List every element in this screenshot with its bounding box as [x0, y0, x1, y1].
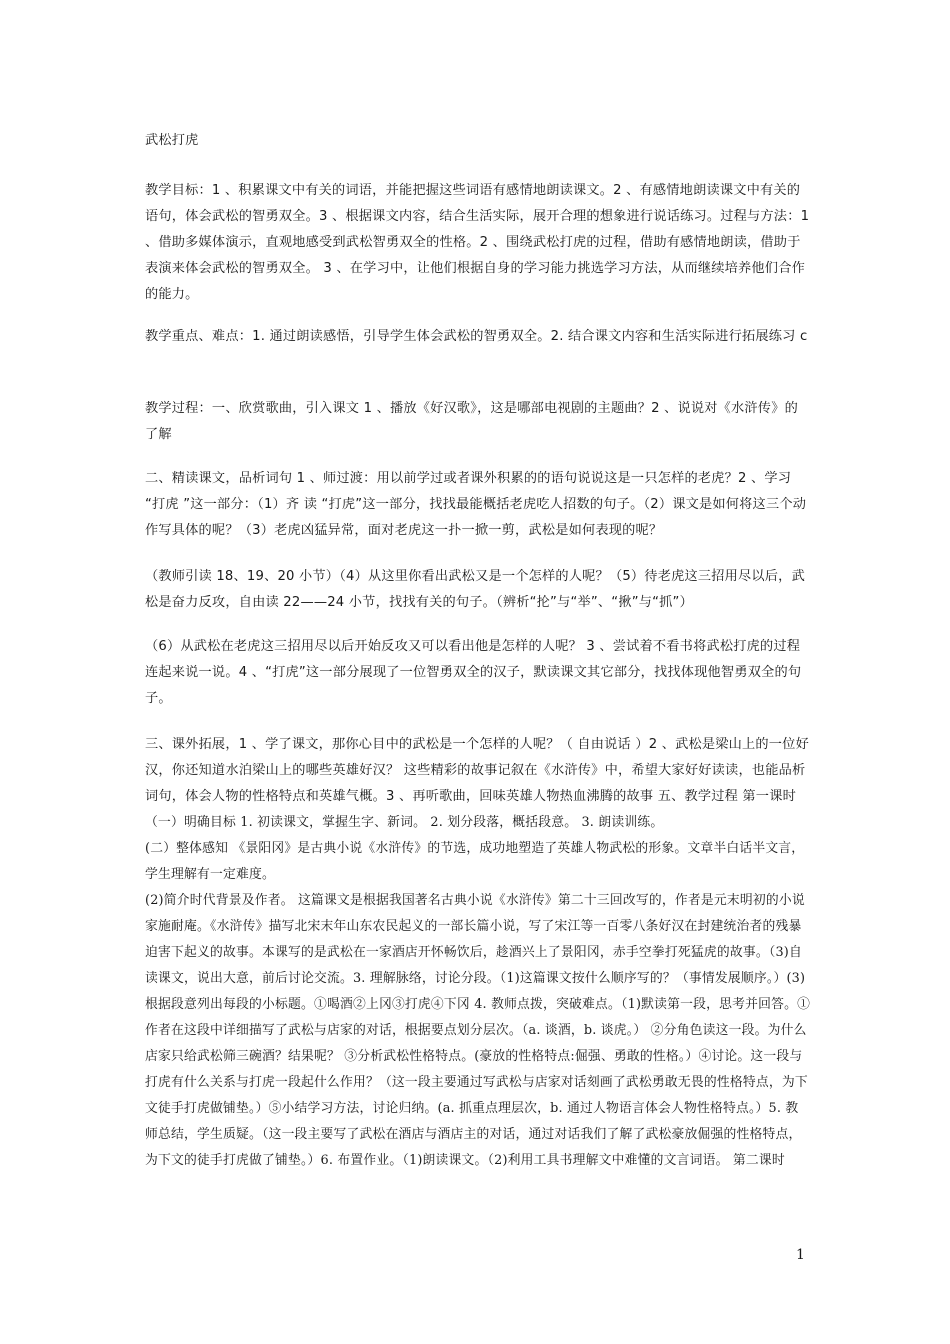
- paragraph-process: 教学过程：一、欣赏歌曲，引入课文 1 、播放《好汉歌》，这是哪部电视剧的主题曲？2 、说说对《水浒传》的了解: [145, 401, 798, 442]
- final-block: [145, 732, 811, 1174]
- paragraph-extension: 三、课外拓展，1 、学了课文，那你心目中的武松是一个怎样的人呢？（ 自由说话 ）2 、武松是梁山上的一位好汉，你还知道水泊梁山上的哪些英雄好汉？ 这些精彩的故事记叙在《水浒传》中，希望大家好好读读，也能品析词句，体会人物的性格特点和英雄气概。3 、再听歌曲，回味英雄人物热血沸腾的故事 五、教学过程 第一课时: [145, 737, 809, 804]
- paragraph-teacher-guided: （教师引读 18、19、20 小节）（4）从这里你看出武松又是一个怎样的人呢？（5）待老虎这三招用尽以后，武松是奋力反攻，自由读 22——24 小节，找找有关的句子。（辨析“抡”与“举”、“揪”与“抓”）: [145, 569, 805, 610]
- paragraph-background: (2)简介时代背景及作者。 这篇课文是根据我国著名古典小说《水浒传》第二十三回改写的，作者是元末明初的小说家施耐庵。《水浒传》描写北宋末年山东农民起义的一部长篇小说，写了宋江等一百零八条好汉在封建统治者的残暴迫害下起义的故事。本课写的是武松在一家酒店开怀畅饮后，趁酒兴上了景阳冈，赤手空拳打死猛虎的故事。（3)自读课文，说出大意，前后讨论交流。3. 理解脉络，讨论分段。（1)这篇课文按什么顺序写的？（事情发展顺序。）(3)根据段意列出每段的小标题。①喝酒②上冈③打虎④下冈 4. 教师点拨，突破难点。（1)默读第一段，思考并回答。①作者在这段中详细描写了武松与店家的对话，根据要点划分层次。（a. 谈酒，b. 谈虎。） ②分角色读这一段。为什么店家只给武松筛三碗酒？结果呢？ ③分析武松性格特点。(豪放的性格特点:倔强、勇敢的性格。）④讨论。这一段与打虎有什么关系与打虎一段起什么作用？（这一段主要通过写武松与店家对话刻画了武松勇敢无畏的性格特点，为下文徒手打虎做铺垫。）⑤小结学习方法，讨论归纳。(a. 抓重点理层次，b. 通过人物语言体会人物性格特点。）5. 教师总结，学生质疑。（这一段主要写了武松在酒店与酒店主的对话，通过对话我们了解了武松豪放倔强的性格特点，为下文的徒手打虎做了铺垫。）6. 布置作业。（1)朗读课文。（2)利用工具书理解文中难懂的文言词语。 第二课时: [145, 893, 811, 1168]
- paragraph-goals: （一）明确目标 1. 初读课文，掌握生字、新词。 2. 划分段落，概括段意。 3. 朗读训练。: [145, 815, 664, 830]
- paragraph-reading: 二、精读课文，品析词句 1 、师过渡：用以前学过或者课外积累的的语句说说这是一只怎样的老虎？2 、学习 “打虎 ”这一部分：（1）齐 读 “打虎”这一部分，找找最能概括老虎吃人招数的句子。（2）课文是如何将这三个动作写具体的呢？（3）老虎凶猛异常，面对老虎这一扑一掀一剪，武松是如何表现的呢？: [145, 471, 807, 538]
- paragraph-recap: （6）从武松在老虎这三招用尽以后开始反攻又可以看出他是怎样的人呢？ 3 、尝试着不看书将武松打虎的过程连起来说一说。4 、“打虎”这一部分展现了一位智勇双全的汉子，默读课文其它部分，找找体现他智勇双全的句子。: [145, 639, 802, 706]
- paragraph-key-points: 教学重点、难点：1. 通过朗读感悟，引导学生体会武松的智勇双全。2. 结合课文内容和生活实际进行拓展练习 c: [145, 329, 808, 344]
- page-number: 1: [796, 1247, 805, 1263]
- document-title: 武松打虎: [145, 133, 199, 148]
- paragraph-objectives: 教学目标：1 、积累课文中有关的词语，并能把握这些词语有感情地朗读课文。2 、有感情地朗读课文中有关的语句，体会武松的智勇双全。3 、根据课文内容，结合生活实际，展开合理的想象进行说话练习。过程与方法：1 、借助多媒体演示，直观地感受到武松智勇双全的性格。2 、围绕武松打虎的过程，借助有感情地朗读，借助于表演来体会武松的智勇双全。 3 、在学习中，让他们根据自身的学习能力挑选学习方法，从而继续培养他们合作的能力。: [145, 183, 810, 302]
- paragraph-overview: (二）整体感知 《景阳冈》是古典小说《水浒传》的节选，成功地塑造了英雄人物武松的形象。文章半白话半文言，学生理解有一定难度。: [145, 841, 805, 882]
